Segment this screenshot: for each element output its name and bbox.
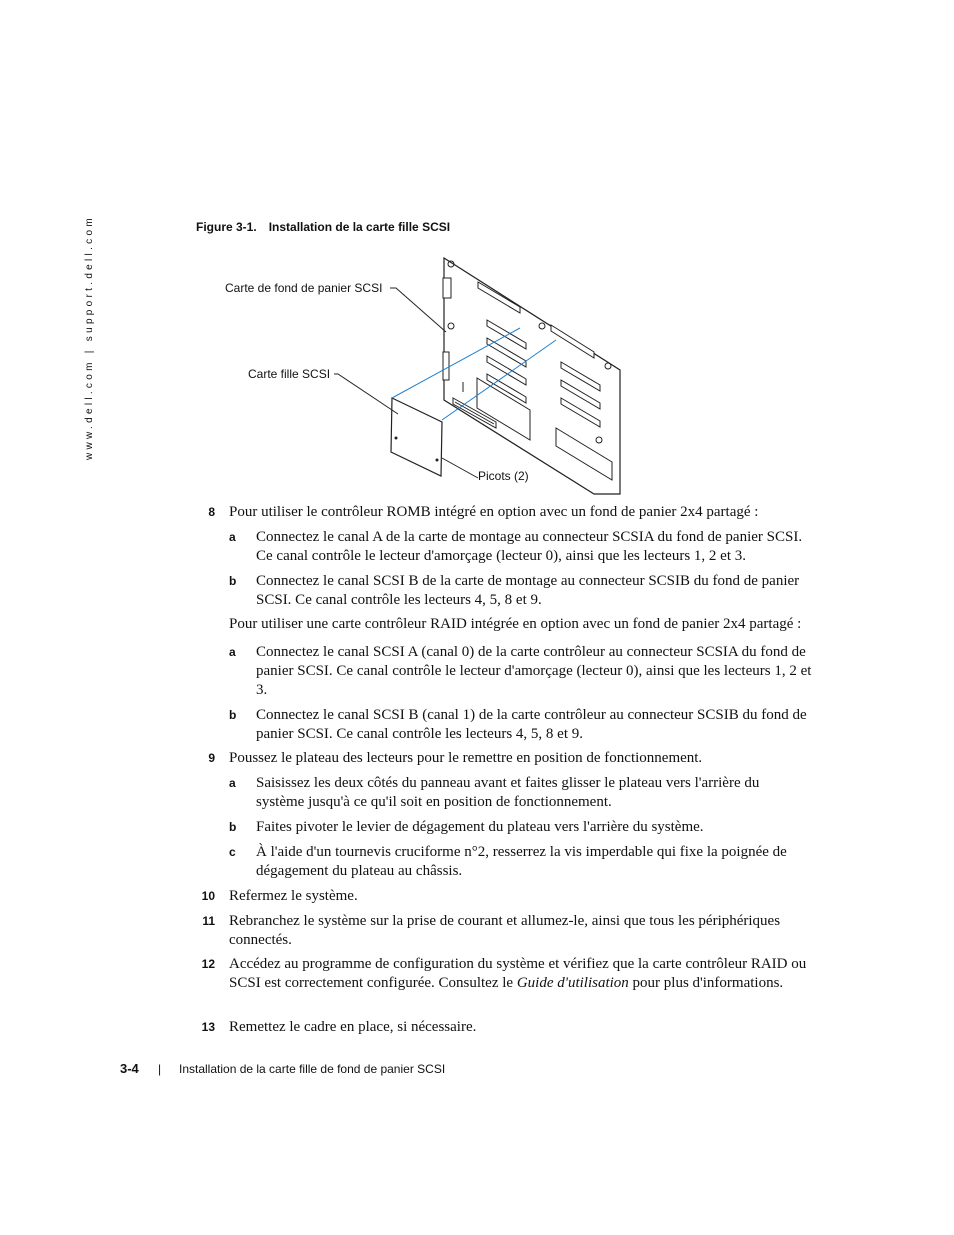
callout-line-daughter	[334, 374, 398, 414]
figure-title: Installation de la carte fille SCSI	[268, 220, 451, 234]
scsi-daughter-card-illustration	[0, 0, 954, 520]
substep-letter: a	[229, 776, 236, 790]
callout-line-backplane	[390, 288, 446, 332]
step-number: 11	[202, 914, 215, 928]
step-number: 12	[201, 957, 215, 971]
step-text: Rebranchez le système sur la prise de courant et allumez-le, ainsi que tous les périphériques connectés.	[229, 913, 781, 948]
substep-text: Connectez le canal SCSI A (canal 0) de la carte contrôleur au connecteur SCSIA du fond de panier SCSI. Ce canal contrôle le lecteur d'amorçage (lecteur 0), ainsi que les lecteurs 1, 2 et 3.	[256, 644, 812, 698]
label-daughter-card: Carte fille SCSI	[248, 367, 331, 381]
step-number: 13	[201, 1020, 215, 1034]
step-text: Poussez le plateau des lecteurs pour le remettre en position de fonctionnement.	[229, 750, 703, 766]
substep-letter: a	[229, 530, 236, 544]
connector	[443, 352, 449, 380]
step-number: 8	[208, 505, 215, 519]
substep-text: Faites pivoter le levier de dégagement du plateau vers l'arrière du système.	[256, 819, 704, 835]
step-text: Remettez le cadre en place, si nécessaire.	[229, 1019, 477, 1035]
page-number: 3-4	[120, 1061, 139, 1076]
step-text: Refermez le système.	[229, 888, 358, 904]
label-backplane: Carte de fond de panier SCSI	[225, 281, 383, 295]
substep-text: Connectez le canal SCSI B (canal 1) de la carte contrôleur au connecteur SCSIB du fond de panier SCSI. Ce canal contrôle les lecteurs 4, 5, 8 et 9.	[256, 707, 807, 742]
callout-line-standoffs	[442, 458, 478, 478]
substep-text: Connectez le canal SCSI B de la carte de montage au connecteur SCSIB du fond de panier SCSI. Ce canal contrôle les lecteurs 4, 5, 8 et 9.	[256, 573, 800, 608]
connector	[443, 278, 451, 298]
step-text: Pour utiliser une carte contrôleur RAID intégrée en option avec un fond de panier 2x4 partagé :	[229, 616, 802, 632]
step-text-part: Accédez au programme de configuration du système et vérifiez que la carte contrôleur RAID ou SCSI est correctement configurée. Consultez le	[229, 956, 807, 991]
substep-text: Connectez le canal A de la carte de montage au connecteur SCSIA du fond de panier SCSI. Ce canal contrôle le lecteur d'amorçage (lecteur 0), ainsi que les lecteurs 1, 2 et 3.	[256, 529, 803, 564]
footer-title: Installation de la carte fille de fond de panier SCSI	[179, 1062, 446, 1076]
substep-letter: a	[229, 645, 236, 659]
substep-letter: b	[229, 708, 237, 722]
step-text	[229, 955, 819, 993]
step-text: Pour utiliser le contrôleur ROMB intégré en option avec un fond de panier 2x4 partagé :	[229, 504, 759, 520]
label-standoffs: Picots (2)	[478, 469, 529, 483]
substep-text: Saisissez les deux côtés du panneau avant et faites glisser le plateau vers l'arrière du système jusqu'à ce qu'il soit en position de fonctionnement.	[256, 775, 760, 810]
guide-reference: Guide d'utilisation	[516, 975, 629, 991]
footer-separator: |	[158, 1062, 162, 1076]
step-number: 10	[201, 889, 215, 903]
side-url: www.dell.com | support.dell.com	[84, 215, 95, 460]
substep-letter: c	[229, 845, 236, 859]
substep-text: À l'aide d'un tournevis cruciforme n°2, resserrez la vis imperdable qui fixe la poignée de dégagement du plateau au châssis.	[256, 844, 787, 879]
figure-number: Figure 3-1.	[196, 220, 257, 234]
substep-letter: b	[229, 574, 237, 588]
daughter-card	[391, 398, 442, 476]
step-text-part: pour plus d'informations.	[628, 975, 784, 991]
substep-letter: b	[229, 820, 237, 834]
step-number: 9	[208, 751, 215, 765]
